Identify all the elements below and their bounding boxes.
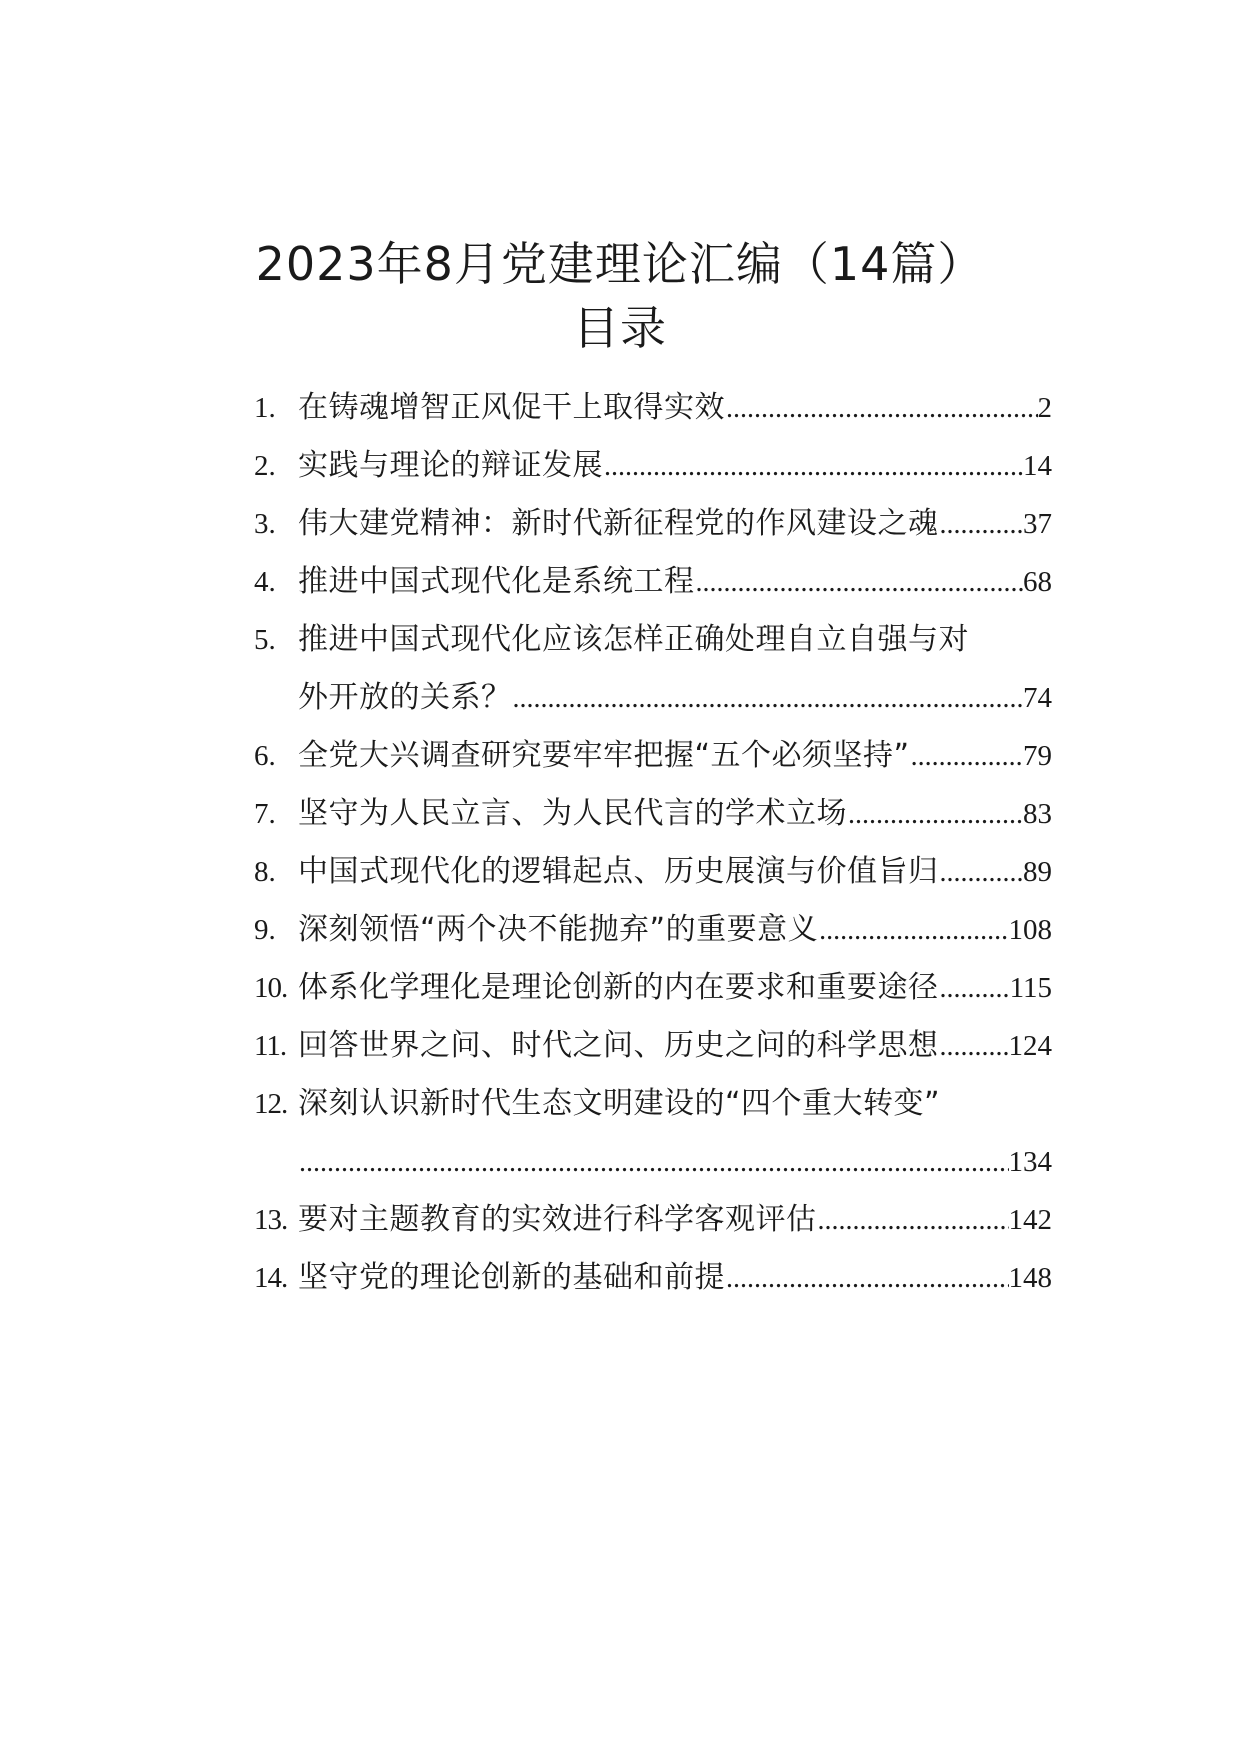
toc-page-number: 74 — [1023, 682, 1052, 714]
toc-entry-5[interactable] — [254, 614, 1052, 666]
toc-entry-2[interactable] — [254, 440, 1052, 492]
toc-leader-dots — [817, 1195, 1009, 1247]
toc-number: 12. — [254, 1088, 288, 1120]
toc-page-number: 68 — [1023, 566, 1052, 598]
toc-page-number: 2 — [1037, 392, 1052, 424]
toc-title: 回答世界之问、时代之问、历史之问的科学思想 — [298, 1028, 939, 1063]
toc-title: 深刻领悟“两个决不能抛弃”的重要意义 — [298, 912, 819, 947]
toc-title: 要对主题教育的实效进行科学客观评估 — [298, 1202, 817, 1237]
toc-number: 5. — [254, 624, 276, 656]
toc-page-number: 37 — [1023, 508, 1052, 540]
toc-number: 9. — [254, 914, 276, 946]
toc-entry-10[interactable] — [254, 962, 1052, 1014]
toc-entry-3[interactable] — [254, 498, 1052, 550]
toc-entry-6[interactable] — [254, 730, 1052, 782]
toc-page-number: 14 — [1023, 450, 1052, 482]
toc-title: 体系化学理化是理论创新的内在要求和重要途径 — [298, 970, 939, 1005]
toc-entry-13[interactable] — [254, 1194, 1052, 1246]
toc-entry-5-continued[interactable] — [254, 672, 1052, 724]
toc-number: 6. — [254, 740, 276, 772]
toc-leader-dots — [512, 673, 1024, 725]
toc-page-number: 148 — [1008, 1262, 1052, 1294]
toc-leader-dots — [910, 731, 1023, 783]
toc-leader-dots — [939, 847, 1024, 899]
toc-title: 中国式现代化的逻辑起点、历史展演与价值旨归 — [298, 854, 939, 889]
toc-entry-12-continued[interactable] — [254, 1136, 1052, 1188]
toc-title: 全党大兴调查研究要牢牢把握“五个必须坚持” — [298, 738, 910, 773]
toc-title: 伟大建党精神：新时代新征程党的作风建设之魂 — [298, 506, 939, 541]
toc-entry-14[interactable] — [254, 1252, 1052, 1304]
toc-title: 推进中国式现代化是系统工程 — [298, 564, 695, 599]
toc-number: 14. — [254, 1262, 288, 1294]
toc-page-number: 142 — [1008, 1204, 1052, 1236]
toc-number: 4. — [254, 566, 276, 598]
toc-leader-dots — [603, 441, 1023, 493]
toc-leader-dots — [939, 963, 1010, 1015]
toc-leader-dots — [695, 557, 1024, 609]
toc-leader-dots — [725, 1253, 1009, 1305]
toc-leader-dots — [298, 1137, 1009, 1189]
toc-number: 8. — [254, 856, 276, 888]
toc-leader-dots — [847, 789, 1023, 841]
toc-leader-dots — [818, 905, 1008, 957]
toc-entry-7[interactable] — [254, 788, 1052, 840]
toc-title: 坚守党的理论创新的基础和前提 — [298, 1260, 725, 1295]
toc-entry-9[interactable] — [254, 904, 1052, 956]
toc-number: 3. — [254, 508, 276, 540]
toc-number: 13. — [254, 1204, 288, 1236]
toc-title: 在铸魂增智正风促干上取得实效 — [298, 390, 725, 425]
toc-leader-dots — [939, 1021, 1009, 1073]
toc-leader-dots — [939, 499, 1024, 551]
toc-number: 1. — [254, 392, 276, 424]
toc-title: 深刻认识新时代生态文明建设的“四个重大转变” — [298, 1086, 941, 1121]
toc-page-number: 79 — [1023, 740, 1052, 772]
toc-entry-1[interactable] — [254, 382, 1052, 434]
toc-page-number: 108 — [1008, 914, 1052, 946]
toc-page-number: 124 — [1008, 1030, 1052, 1062]
toc-heading: 目录 — [573, 301, 667, 355]
document-title: 2023年8月党建理论汇编（14篇） — [255, 237, 985, 291]
toc-entry-11[interactable] — [254, 1020, 1052, 1072]
toc-page-number: 83 — [1023, 798, 1052, 830]
toc-title: 实践与理论的辩证发展 — [298, 448, 603, 483]
toc-number: 11. — [254, 1030, 287, 1062]
toc-entry-12[interactable] — [254, 1078, 1052, 1130]
toc-title-continued: 外开放的关系？ — [298, 680, 512, 715]
toc-page-number: 89 — [1023, 856, 1052, 888]
table-of-contents — [254, 0, 1052, 1754]
toc-title: 推进中国式现代化应该怎样正确处理自立自强与对 — [298, 622, 969, 657]
toc-page-number: 115 — [1009, 972, 1052, 1004]
toc-number: 7. — [254, 798, 276, 830]
toc-number: 10. — [254, 972, 288, 1004]
toc-title: 坚守为人民立言、为人民代言的学术立场 — [298, 796, 847, 831]
toc-leader-dots — [725, 383, 1038, 435]
toc-page-number: 134 — [1008, 1146, 1052, 1178]
toc-entry-4[interactable] — [254, 556, 1052, 608]
toc-entry-8[interactable] — [254, 846, 1052, 898]
toc-number: 2. — [254, 450, 276, 482]
